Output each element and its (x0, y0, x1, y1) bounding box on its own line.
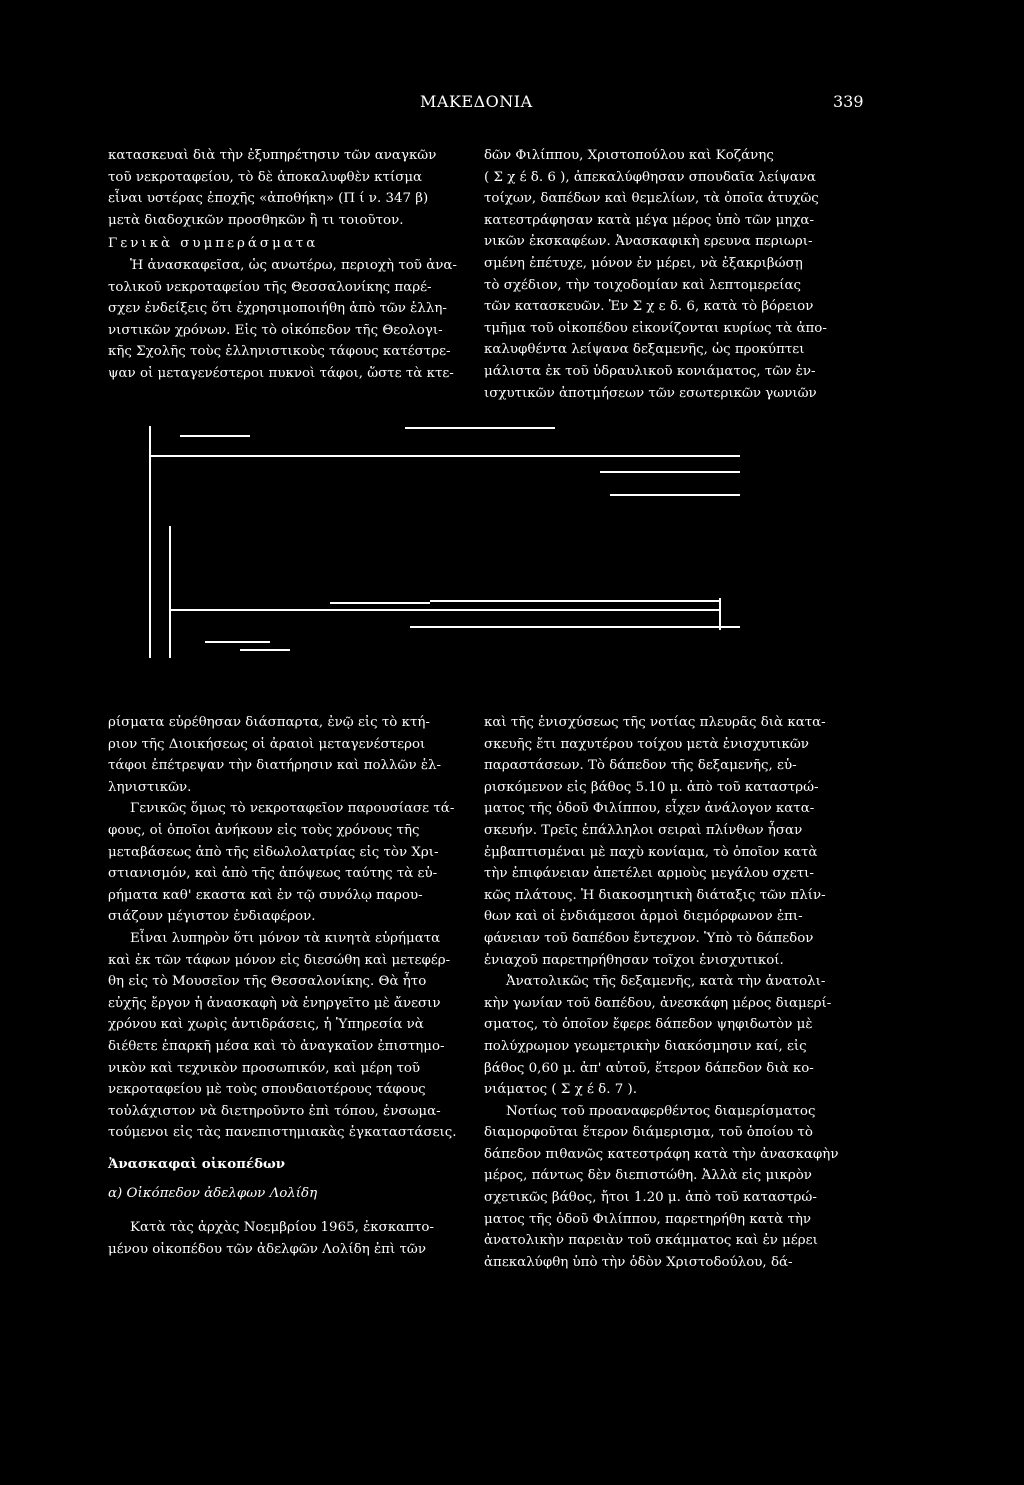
text-line: παραστάσεων. Τὸ δάπεδον τῆς δεξαμενῆς, εὑ- (484, 758, 797, 774)
text-line: κατεστράφησαν κατὰ μέγα μέρος ὑπὸ τῶν μηχα- (484, 212, 814, 228)
column-top-right (484, 145, 862, 404)
text-line: Ἡ ἀνασκαφεῖσα, ὡς ανωτέρω, περιοχὴ τοῦ ἀνα- (130, 257, 457, 273)
paragraph (108, 145, 460, 231)
text-line: τοῦ νεκροταφείου, τὸ δὲ ἀποκαλυφθὲν κτίσμα (108, 169, 423, 185)
text-line: τῶν κατασκευῶν. Ἐν Σ χ ε δ. 6, κατὰ τὸ βόρειον (484, 299, 814, 315)
subsection-heading-block (108, 1183, 460, 1205)
text-line: μάλιστα ἐκ τοῦ ὑδραυλικοῦ κονιάματος, τῶν ἐν- (484, 363, 816, 379)
text-line: ἀπεκαλύφθη ὑπὸ τὴν ὁδὸν Χριστοδούλου, δά- (484, 1254, 793, 1270)
text-line: νεκροταφείου μὲ τοὺς σπουδαιοτέρους τάφους (108, 1082, 426, 1098)
text-line: θων καὶ οἱ ἐνδιάμεσοι ἁρμοὶ διεμόρφωνον ἐπι- (484, 909, 803, 925)
paragraph (108, 712, 460, 798)
text-line: νικῶν ἐκσκαφέων. Ἀνασκαφικὴ ερευνα περιωρι- (484, 234, 813, 250)
column-bottom-left (108, 712, 460, 1260)
text-line: σχεν ἐνδείξεις ὅτι ἐχρησιμοποιήθη ἀπὸ τῶν ἑλλη- (108, 301, 447, 317)
text-line: εὐχῆς ἔργον ἡ ἀνασκαφὴ νὰ ἐνηργεῖτο μὲ ἄνεσιν (108, 995, 441, 1011)
text-line: μετὰ διαδοχικῶν προσθηκῶν ἢ τι τοιοῦτον. (108, 212, 404, 228)
text-line: τοὐλάχιστον νὰ διετηροῦντο ἐπὶ τόπου, ἐνσωμα- (108, 1103, 441, 1119)
text-line: κῶς πλάτους. Ἡ διακοσμητικὴ διάταξις τῶν πλίν- (484, 887, 826, 903)
text-line: ισχυτικῶν ἀποτμήσεων τῶν εσωτερικῶν γωνιῶν (484, 385, 817, 401)
conclusions-heading-block (108, 233, 460, 255)
paragraph (108, 928, 460, 1144)
text-line: τούμενοι εἰς τὰς πανεπιστημιακὰς ἐγκαταστάσεις. (108, 1125, 457, 1141)
text-line: κῆς Σχολῆς τοὺς ἑλληνιστικοὺς τάφους κατέστρε- (108, 344, 451, 360)
text-line: τολικοῦ νεκροταφείου τῆς Θεσσαλονίκης παρέ- (108, 279, 432, 295)
text-line: νιστικῶν χρόνων. Εἰς τὸ οἰκόπεδον τῆς Θεολογι- (108, 322, 443, 338)
text-line: νιάματος ( Σ χ έ δ. 7 ). (484, 1082, 638, 1098)
page-number: 339 (833, 92, 864, 111)
text-line: Νοτίως τοῦ προαναφερθέντος διαμερίσματος (506, 1103, 816, 1119)
text-line: σκευήν. Τρεῖς ἐπάλληλοι σειραὶ πλίνθων ἦσαν (484, 822, 803, 838)
text-line: μέρος, πάντως δὲν διεπιστώθη. Ἀλλὰ εἰς μικρὸν (484, 1168, 812, 1184)
text-line: εἶναι υστέρας ἐποχῆς «ἀποθήκη» (Π ί ν. 347 β) (108, 191, 429, 207)
excavation-plan-figure (140, 420, 740, 660)
text-line: σματος, τὸ ὁποῖον ἔφερε δάπεδον ψηφιδωτὸν μὲ (484, 1017, 813, 1033)
text-line: κατασκευαὶ διὰ τὴν ἐξυπηρέτησιν τῶν αναγκῶν (108, 148, 437, 163)
text-line: διαμορφοῦται ἕτερον διάμερισμα, τοῦ ὁποίου τὸ (484, 1125, 813, 1141)
text-line: μένου οἰκοπέδου τῶν ἀδελφῶν Λολίδη ἐπὶ τῶν (108, 1241, 426, 1257)
paragraph (108, 255, 460, 385)
text-line: καὶ ἐκ τῶν τάφων μόνον εἰς διεσώθη καὶ μετεφέρ- (108, 952, 451, 968)
text-line: ριον τῆς Διοικήσεως οἱ ἀραιοὶ μεταγενέστεροι (108, 736, 426, 752)
text-line: Γενικῶς ὅμως τὸ νεκροταφεῖον παρουσίασε τά- (130, 801, 455, 817)
text-line: ρίσματα εὑρέθησαν διάσπαρτα, ἐνῷ εἰς τὸ κτή- (108, 715, 430, 730)
paragraph (484, 1101, 862, 1274)
text-line: ρισκόμενον εἰς βάθος 5.10 μ. ἀπὸ τοῦ καταστρώ- (484, 779, 819, 795)
text-line: τοίχων, δαπέδων καὶ θεμελίων, τὰ ὁποῖα ἀτυχῶς (484, 191, 819, 207)
text-line: Εἶναι λυπηρὸν ὅτι μόνον τὰ κινητὰ εὑρήματα (130, 930, 441, 946)
column-bottom-right (484, 712, 862, 1273)
text-line: Ἀνατολικῶς τῆς δεξαμενῆς, κατὰ τὴν ἀνατολι- (506, 974, 826, 990)
text-line: Κατὰ τὰς ἀρχὰς Νοεμβρίου 1965, ἐκσκαπτο- (130, 1220, 435, 1236)
text-line: φους, οἱ ὁποῖοι ἀνήκουν εἰς τοὺς χρόνους τῆς (108, 822, 420, 838)
paragraph (108, 798, 460, 928)
text-line: χρόνου καὶ χωρὶς ἀντιδράσεις, ἡ Ὑπηρεσία νὰ (108, 1017, 424, 1033)
text-line: κὴν γωνίαν τοῦ δαπέδου, ἀνεσκάφη μέρος διαμερί- (484, 995, 832, 1011)
text-line: ( Σ χ έ δ. 6 ), ἀπεκαλύφθησαν σπουδαῖα λείψανα (484, 169, 816, 185)
text-line: σιάζουν μέγιστον ἐνδιαφέρον. (108, 909, 316, 925)
text-line: ψαν οἱ μεταγενέστεροι πυκνοὶ τάφοι, ὥστε τὰ κτε- (108, 365, 454, 381)
text-line: σχετικῶς βάθος, ἤτοι 1.20 μ. ἀπὸ τοῦ καταστρώ- (484, 1190, 817, 1206)
section-heading-block (108, 1154, 460, 1176)
section-heading: Ἀνασκαφαὶ οἰκοπέδων (108, 1155, 286, 1172)
running-header-title: ΜΑΚΕΔΟΝΙΑ (420, 92, 533, 111)
text-line: δάπεδον πιθανῶς κατεστράφη κατὰ τὴν ἀνασκαφὴν (484, 1146, 839, 1162)
paragraph (108, 1217, 460, 1260)
text-line: τάφοι ἐπέτρεψαν τὴν διατήρησιν καὶ πολλῶν ἑλ- (108, 758, 442, 774)
conclusions-heading: Γενικὰ συμπεράσματα (108, 236, 319, 252)
text-line: σμένη ἐπέτυχε, μόνον ἐν μέρει, νὰ ἐξακριβώσῃ (484, 255, 803, 271)
text-line: ματος τῆς ὁδοῦ Φιλίππου, εἶχεν ἀνάλογον κατα- (484, 801, 815, 817)
text-line: θη εἰς τὸ Μουσεῖον τῆς Θεσσαλονίκης. Θὰ ἦτο (108, 974, 427, 990)
text-line: ληνιστικῶν. (108, 779, 192, 795)
text-line: στιανισμόν, καὶ ἀπὸ τῆς ἀπόψεως ταύτης τὰ εὑ- (108, 866, 438, 882)
text-line: νικὸν καὶ τεχνικὸν προσωπικόν, καὶ μέρη τοῦ (108, 1060, 421, 1076)
text-line: βάθος 0,60 μ. ἀπ' αὐτοῦ, ἕτερον δάπεδον διὰ κο- (484, 1060, 814, 1076)
text-line: διέθετε ἐπαρκῆ μέσα καὶ τὸ ἀναγκαῖον ἐπιστημο- (108, 1038, 445, 1054)
text-line: ματος τῆς ὁδοῦ Φιλίππου, παρετηρήθη κατὰ τὴν (484, 1211, 812, 1227)
text-line: καὶ τῆς ἐνισχύσεως τῆς νοτίας πλευρᾶς διὰ κατα- (484, 715, 826, 730)
text-line: δῶν Φιλίππου, Χριστοπούλου καὶ Κοζάνης (484, 148, 774, 163)
text-line: ἀνατολικὴν παρειὰν τοῦ σκάμματος καὶ ἐν μέρει (484, 1233, 818, 1249)
text-line: τὸ σχέδιον, τὴν τοιχοδομίαν καὶ λεπτομερείας (484, 277, 802, 293)
text-line: ρήματα καθ' εκαστα καὶ ἐν τῷ συνόλῳ παρου- (108, 887, 423, 903)
column-top-left (108, 145, 460, 385)
text-line: μεταβάσεως ἀπὸ τῆς εἰδωλολατρίας εἰς τὸν Χρι- (108, 844, 439, 860)
text-line: πολύχρωμον γεωμετρικὴν διακόσμησιν καί, εἰς (484, 1038, 807, 1054)
text-line: καλυφθέντα λείψανα δεξαμενῆς, ὡς προκύπτει (484, 342, 805, 358)
paragraph (484, 145, 862, 404)
text-line: τμῆμα τοῦ οἰκοπέδου εἰκονίζονται κυρίως τὰ ἀπο- (484, 320, 827, 336)
text-line: ἐμβαπτισμέναι μὲ παχὺ κονίαμα, τὸ ὁποῖον κατὰ (484, 844, 818, 860)
text-line: σκευῆς ἔτι παχυτέρου τοίχου μετὰ ἐνισχυτικῶν (484, 736, 809, 752)
text-line: ἐνιαχοῦ παρετηρήθησαν τοῖχοι ἐνισχυτικοί. (484, 952, 784, 968)
paragraph (484, 971, 862, 1101)
subsection-heading: α) Οἰκόπεδον ἀδελφων Λολίδη (108, 1186, 318, 1202)
text-line: τὴν ἐπιφάνειαν ἀπετέλει αρμοὺς μεγάλου σχετι- (484, 866, 814, 882)
paragraph (484, 712, 862, 971)
text-line: φάνειαν τοῦ δαπέδου ἔντεχνον. Ὑπὸ τὸ δάπεδον (484, 930, 814, 946)
